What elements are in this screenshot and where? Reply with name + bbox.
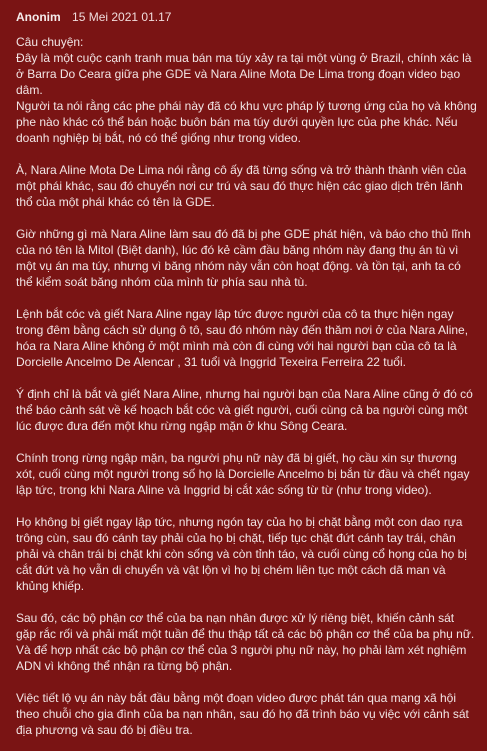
comment-author: Anonim [16, 10, 61, 24]
paragraph: Họ không bị giết ngay lập tức, nhưng ngón tay của họ bị chặt bằng một con dao rựa trông cùn, sau đó cánh tay phải của họ bị chặt, tiếp tục chặt đứt cánh tay trái, chân phải và chân trái bị chặt khi còn sống và còn tỉnh táo, và cuối cùng cổ họng của họ bị cắt đứt và họ vẫn di chuyển và vật lộn vì họ bị chém liên tục một cách dã man và khủng khiếp. [16, 515, 467, 593]
comment-body [16, 34, 477, 738]
paragraph: Ý định chỉ là bắt và giết Nara Aline, nhưng hai người bạn của Nara Aline cũng ở đó có thể báo cảnh sát về kế hoạch bắt cóc và giết người, cuối cùng cả ba người cùng một lúc được đưa đến một khu rừng ngập mặn ở khu Sông Ceara. [16, 387, 473, 433]
comment-date[interactable]: 15 Mei 2021 01.17 [72, 10, 172, 24]
paragraph: Giờ những gì mà Nara Aline làm sau đó đã bị phe GDE phát hiện, và báo cho thủ lĩnh của nó tên là Mitol (Biệt danh), lúc đó kẻ cầm đầu băng nhóm này đang thụ án tù vì một vụ án ma túy, nhưng vì băng nhóm này vẫn còn hoạt động. và tồn tại, anh ta có thể kiểm soát băng nhóm của mình từ phía sau nhà tù. [16, 227, 471, 289]
paragraph: Chính trong rừng ngập mặn, ba người phụ nữ này đã bị giết, họ cầu xin sự thương xót, cuối cùng một người trong số họ là Dorcielle Ancelmo bị bắn từ đầu và chết ngay lập tức, trong khi Nara Aline và Inggrid bị cắt xác sống từ từ (như trong video). [16, 451, 470, 497]
paragraph: Sau đó, các bộ phận cơ thể của ba nạn nhân được xử lý riêng biệt, khiến cảnh sát gặp rắc rối và phải mất một tuần để thu thập tất cả các bộ phận cơ thể của ba phụ nữ. Và để hợp nhất các bộ phận cơ thể của 3 người phụ nữ này, họ phải làm xét nghiệm ADN vì không thể nhận ra từng bộ phận. [16, 611, 475, 673]
paragraph-story-intro: Câu chuyện: Đây là một cuộc cạnh tranh mua bán ma túy xảy ra tại một vùng ở Brazil, chính xác là ở Barra Do Ceara giữa phe GDE và Nara Aline Mota De Lima trong đoạn video bạo dâm. Người ta nói rằng các phe phái này đã có khu vực pháp lý tương ứng của họ và không phe nào khác có thể bán hoặc buôn bán ma túy dưới quyền lực của phe khác. Nếu doanh nghiệp bị bắt, nó có thể giống như trong video. [16, 35, 477, 145]
paragraph: À, Nara Aline Mota De Lima nói rằng cô ấy đã từng sống và trở thành thành viên của một phái khác, sau đó chuyển nơi cư trú và sau đó thực hiện các giao dịch trên lãnh thổ của một phái khác có tên là GDE. [16, 163, 467, 209]
paragraph: Việc tiết lộ vụ án này bắt đầu bằng một đoạn video được phát tán qua mạng xã hội theo chuỗi cho gia đình của ba nạn nhân, sau đó họ đã trình báo vụ việc với cảnh sát địa phương và sau đó bị điều tra. [16, 691, 469, 737]
comment-meta [16, 9, 477, 25]
paragraph: Lệnh bắt cóc và giết Nara Aline ngay lập tức được người của cô ta thực hiện ngay trong đêm bằng cách sử dụng ô tô, sau đó nhóm này đến thăm nơi ở của Nara Aline, hóa ra Nara Aline không ở một mình mà còn đi cùng với hai người bạn của cô ta là Dorcielle Ancelmo De Alencar , 31 tuổi và Inggrid Texeira Ferreira 22 tuổi. [16, 307, 469, 369]
